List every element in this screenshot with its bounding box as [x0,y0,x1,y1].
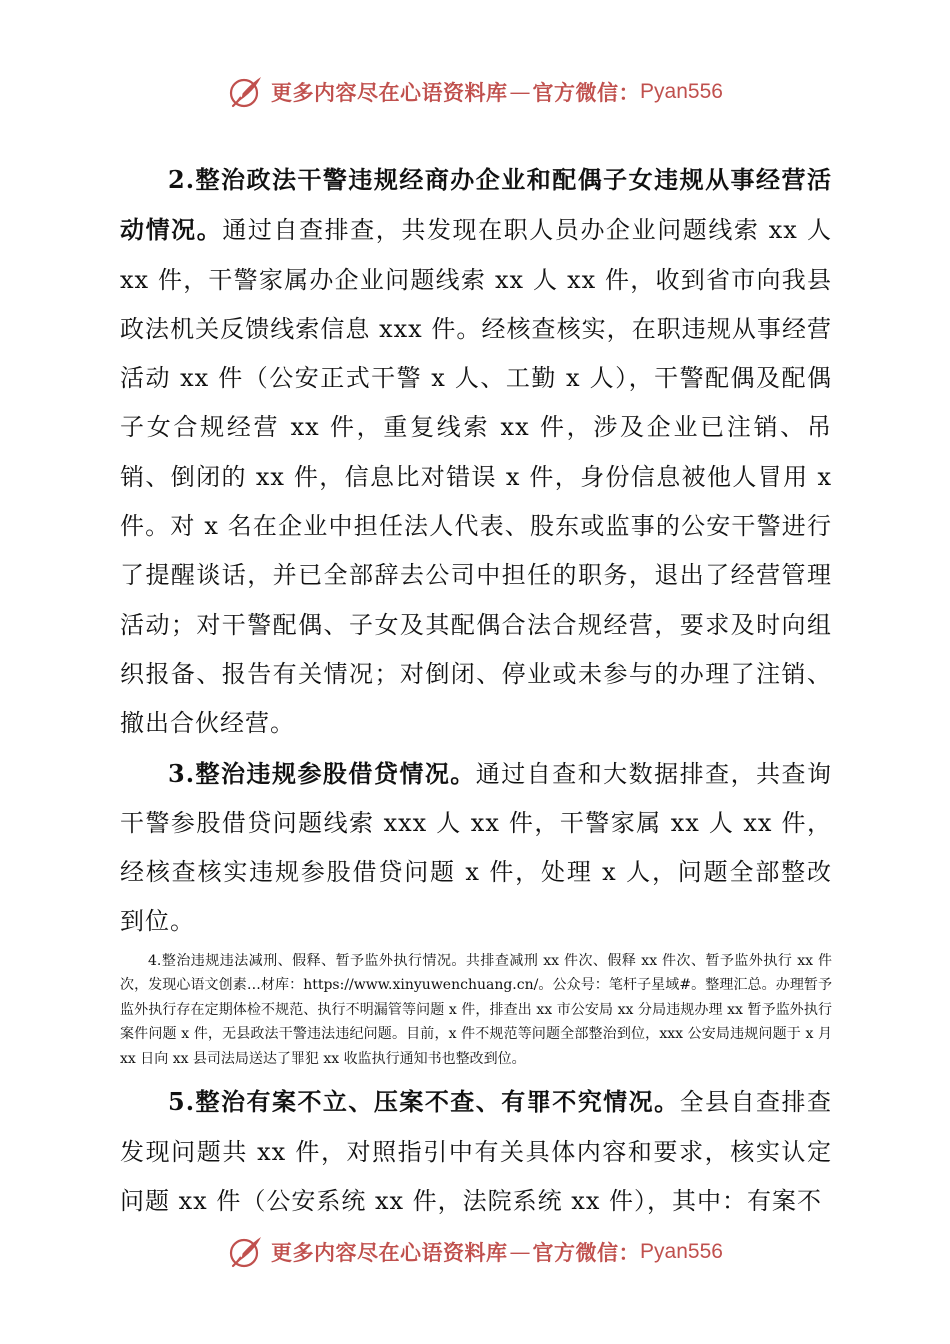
paragraph-2-heading: 2.整治政法干警违规经商办企业和配偶子女违规从事经营活动情况。 [120,165,832,245]
footer-banner [0,1230,950,1274]
banner-title: 更多内容尽在心语资料库 [271,1240,508,1265]
banner-separator: — [509,80,531,104]
banner-title: 更多内容尽在心语资料库 [271,80,508,105]
paragraph-3-text: 通过自查和大数据排查，共查询干警参股借贷问题线索 xxx 人 xx 件，干警家属 xx 人 xx 件，经核查核实违规参股借贷问题 x 件，处理 x 人，问题全部整改到位。 [120,759,833,936]
paragraph-5-heading: 5.整治有案不立、压案不查、有罪不究情况。 [168,1087,680,1117]
quill-logo-icon [227,1233,265,1271]
document-body [120,155,832,1226]
paragraph-3 [120,749,832,947]
paragraph-3-heading: 3.整治违规参股借贷情况。 [168,758,476,788]
paragraph-2-text: 通过自查排查，共发现在职人员办企业问题线索 xx 人 xx 件，干警家属办企业问题线索 xx 人 xx 件，收到省市向我县政法机关反馈线索信息 xxx 件。经核查核实，在职违规从事经营活动 xx 件（公安正式干警 x 人、工勤 x 人），干警配偶及配偶子女合规经营 xx 件，重复线索 xx 件，涉及企业已注销、吊销、倒闭的 xx 件，信息比对错误 x 件，身份信息被他人冒用 x 件。对 x 名在企业中担任法人代表、股东或监事的公安干警进行了提醒谈话，并已全部辞去公司中担任的职务，退出了经营管理活动；对干警配偶、子女及其配偶合法合规经营，要求及时向组织报备、报告有关情况；对倒闭、停业或未参与的办理了注销、撤出合伙经营。 [120,216,833,738]
banner-official-label: 官方微信： [532,1240,641,1265]
paragraph-2 [120,155,832,749]
banner-account: Pyan556 [640,80,723,103]
banner-official-label: 官方微信： [532,80,641,105]
banner-account: Pyan556 [640,1240,723,1263]
header-banner [0,70,950,114]
quill-logo-icon [227,73,265,111]
banner-separator: — [509,1240,531,1264]
paragraph-5-text: 全县自查排查发现问题共 xx 件，对照指引中有关具体内容和要求，核实认定问题 xx 件（公安系统 xx 件，法院系统 xx 件），其中：有案不 [120,1088,832,1215]
paragraph-5 [120,1077,832,1226]
paragraph-4: 4.整治违规违法减刑、假释、暂予监外执行情况。共排查减刑 xx 件次、假释 xx 件次、暂予监外执行 xx 件次，发现心语文创素…材库：https://www.xinyuwenchuang.cn/。公众号：笔杆子星域#。整理汇总。办理暂予监外执行存在定期体检不规范、执行不明漏管等问题 x 件，排查出 xx 市公安局 xx 分局违规办理 xx 暂予监外执行案件问题 x 件，无县政法干警违法违纪问题。目前，x 件不规范等问题全部整治到位，xxx 公安局违规问题于 x 月 xx 日向 xx 县司法局送达了罪犯 xx 收监执行通知书也整改到位。 [120,952,832,1067]
